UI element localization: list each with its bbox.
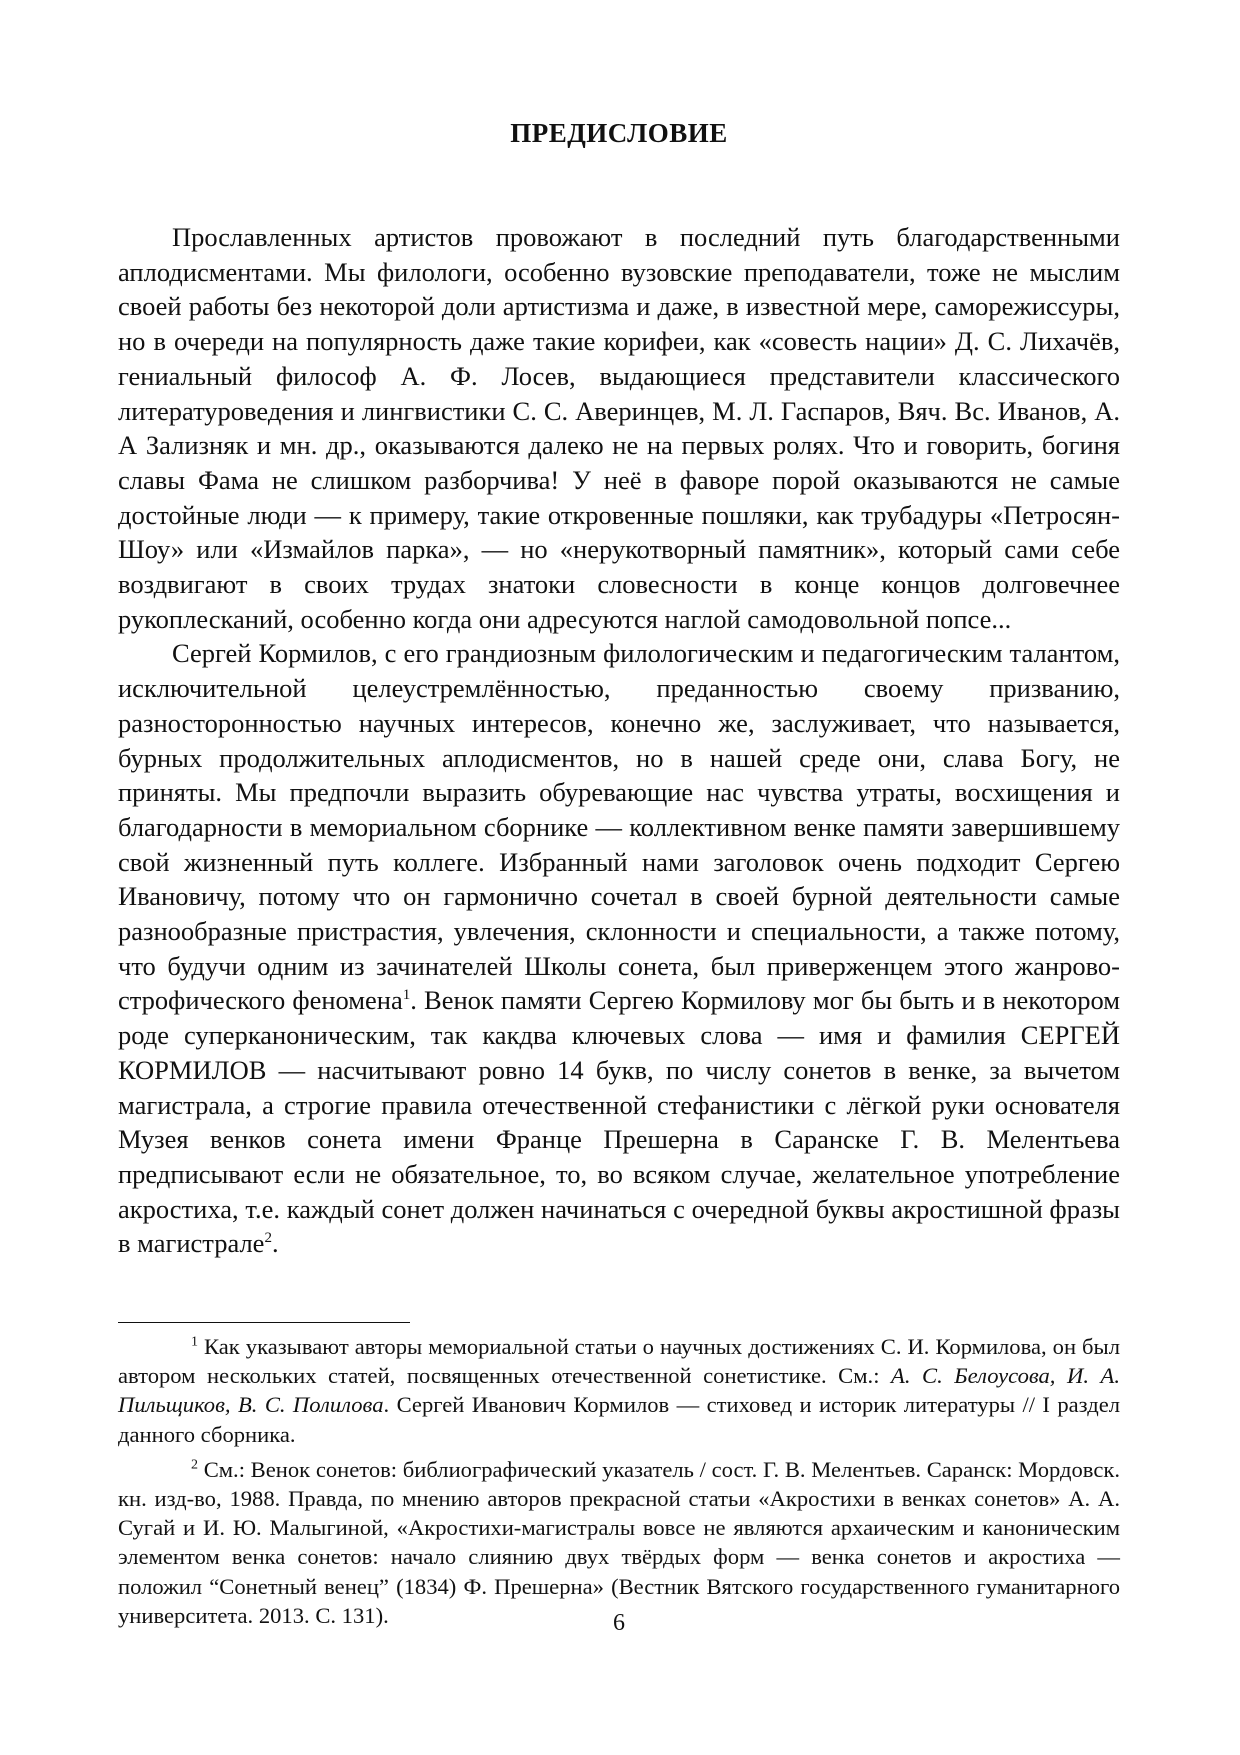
footnote-separator [118,1322,410,1323]
main-text [118,220,1120,1261]
paragraph-1 [118,220,1120,636]
footnote-ref-2: 2 [264,1230,272,1247]
footnote-2-text: См.: Венок сонетов: библиографический указатель / сост. Г. В. Мелентьев. Саранск: Мордовск. кн. изд-во, 1988. Правда, по мнению авторов прекрасной статьи «Акростихи в венках сонетов» А. А. Сугай и И. Ю. Малыгиной, «Акростихи-магистралы вовсе не являются архаическим и каноническим элементом венка сонетов: начало слиянию двух твёрдых форм — венка сонетов и акростиха — положил “Сонетный венец” (1834) Ф. Прешерна» (Вестник Вятского государственного гуманитарного университета. 2013. С. 131). [118,1456,1120,1628]
page-title: ПРЕДИСЛОВИЕ [510,118,728,148]
paragraph-2 [118,636,1120,1261]
footnote-2 [118,1455,1120,1630]
paragraph-2-part-3: . [271,1228,279,1259]
footnote-1-lead: Как указывают авторы мемориальной статьи о научных достижениях С. И. Кормилова, он был автором нескольких статей, посвященных отечественной сонетистике. См.: [118,1334,1120,1389]
footnote-2-mark: 2 [191,1457,198,1473]
footnote-1-mark: 1 [191,1334,198,1350]
paragraph-2-part-2: . Венок памяти Сергею Кормилову мог бы быть и в некотором роде суперканоническим, так какдва ключевых слова — имя и фамилия СЕРГЕЙ КОРМИЛОВ — насчитывают ровно 14 букв, по числу сонетов в венке, за вычетом магистрала, а строгие правила отечественной стефанистики с лёгкой руки основателя Музея венков сонета имени Франце Прешерна в Саранске Г. В. Мелентьева предписывают если не обязательное, то, во всяком случае, желательное употребление акростиха, т.е. каждый сонет должен начинаться с очередной буквы акростишной фразы в магистрале [118,985,1120,1259]
paragraph-2-part-1: Сергей Кормилов, с его грандиозным филологическим и педагогическим талантом, исключительной целеустремлённостью, преданностью своему призванию, разносторонностью научных интересов, конечно же, заслуживает, что называется, бурных продолжительных аплодисментов, но в нашей среде они, слава Богу, не приняты. Мы предпочли выразить обуревающие нас чувства утраты, восхищения и благодарности в мемориальном сборнике — коллективном венке памяти завершившему свой жизненный путь коллеге. Избранный нами заголовок очень подходит Сергею Ивановичу, потому что он гармонично сочетал в своей бурной деятельности самые разнообразные пристрастия, увлечения, склонности и специальности, а также потому, что будучи одним из зачинателей Школы сонета, был приверженцем этого жанрово-строфического феномена [118,638,1120,1016]
footnotes [118,1332,1120,1635]
paragraph-1-text: Прославленных артистов провожают в последний путь благодарственными аплодисментами. Мы филологи, особенно вузовские преподаватели, тоже не мыслим своей работы без некоторой доли артистизма и даже, в известной мере, саморежиссуры, но в очереди на популярность даже такие корифеи, как «совесть нации» Д. С. Лихачёв, гениальный философ А. Ф. Лосев, выдающиеся представители классического литературоведения и лингвистики С. С. Аверинцев, М. Л. Гаспаров, Вяч. Вс. Иванов, А. А Зализняк и мн. др., оказываются далеко не на первых ролях. Что и говорить, богиня славы Фама не слишком разборчива! У неё в фаворе порой оказываются не самые достойные люди — к примеру, такие откровенные пошляки, как трубадуры «Петросян-Шоу» или «Измайлов парка», — но «нерукотворный памятник», который сами себе воздвигают в своих трудах знатоки словесности в конце концов долговечнее рукоплесканий, особенно когда они адресуются наглой самодовольной попсе... [118,222,1120,634]
page-number: 6 [613,1610,625,1636]
book-page [118,0,1120,1755]
footnote-1 [118,1332,1120,1449]
footnote-1-tail: . Сергей Иванович Кормилов — стиховед и историк литературы // I раздел данного сборника. [118,1392,1120,1447]
footnote-ref-1: 1 [402,987,411,1004]
footnote-1-authors: А. С. Белоусова, И. А. Пильщиков, В. С. Полилова [118,1363,1120,1418]
